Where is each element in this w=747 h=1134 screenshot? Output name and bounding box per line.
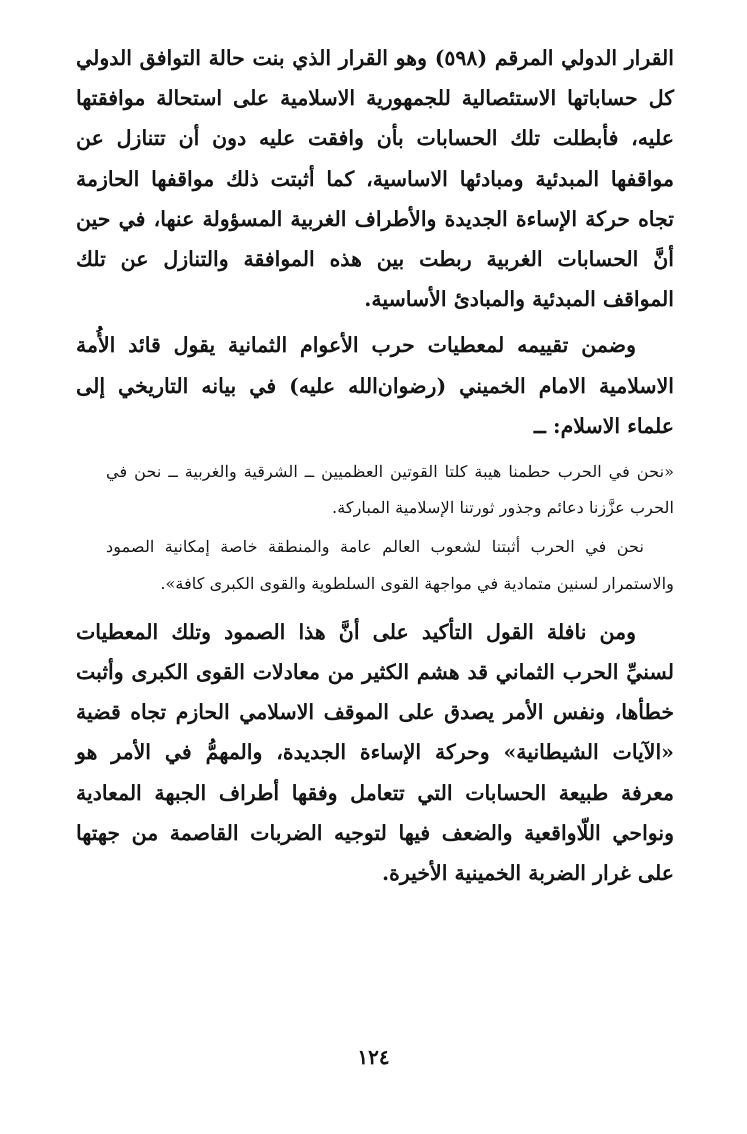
quotation-paragraph-1: «نحن في الحرب حطمنا هيبة كلتا القوتين العظميين ــ الشرقية والغربية ــ نحن في الحرب عزَّزنا دعائم وجذور ثورتنا الإسلامية المباركة. xyxy=(106,462,674,518)
page-number: ١٢٤ xyxy=(357,1045,390,1069)
paragraph-1: القرار الدولي المرقم (٥٩٨) وهو القرار الذي بنت حالة التوافق الدولي كل حساباتها الاستئصالية للجمهورية الاسلامية على استحالة موافقتها عليه، فأبطلت تلك الحسابات بأن وافقت عليه دون أن تتنازل عن مواقفها المبدئية ومبادئها الاساسية، كما أثبتت ذلك مواقفها الحازمة تجاه حركة الإساءة الجديدة والأطراف الغربية المسؤولة عنها، في حين أنَّ الحسابات الغربية ربطت بين هذه الموافقة والتنازل عن تلك المواقف المبدئية والمبادئ الأساسية. xyxy=(76,46,674,312)
quotation-block xyxy=(80,454,674,602)
quotation-paragraph-2: نحن في الحرب أثبتنا لشعوب العالم عامة والمنطقة خاصة إمكانية الصمود والاستمرار لسنين متمادية في مواجهة القوى السلطوية والقوى الكبرى كافة». xyxy=(106,537,674,593)
paragraph-3: ومن نافلة القول التأكيد على أنَّ هذا الصمود وتلك المعطيات لسنيِّ الحرب الثماني قد هشم الكثير من معادلات القوى الكبرى وأثبت خطأها، ونفس الأمر يصدق على الموقف الاسلامي الحازم تجاه قضية «الآيات الشيطانية» وحركة الإساءة الجديدة، والمهمُّ في الأمر هو معرفة طبيعة الحسابات التي تتعامل وفقها أطراف الجبهة المعادية ونواحي اللّاواقعية والضعف فيها لتوجيه الضربات القاصمة من جهتها على غرار الضربة الخمينية الأخيرة. xyxy=(76,619,674,886)
page-text-block xyxy=(76,38,674,1098)
paragraph-2: وضمن تقييمه لمعطيات حرب الأعوام الثمانية يقول قائد الأُمة الاسلامية الامام الخميني (رضوان‌الله عليه) في بيانه التاريخي إلى علماء الاسلام: ــ xyxy=(76,333,674,438)
